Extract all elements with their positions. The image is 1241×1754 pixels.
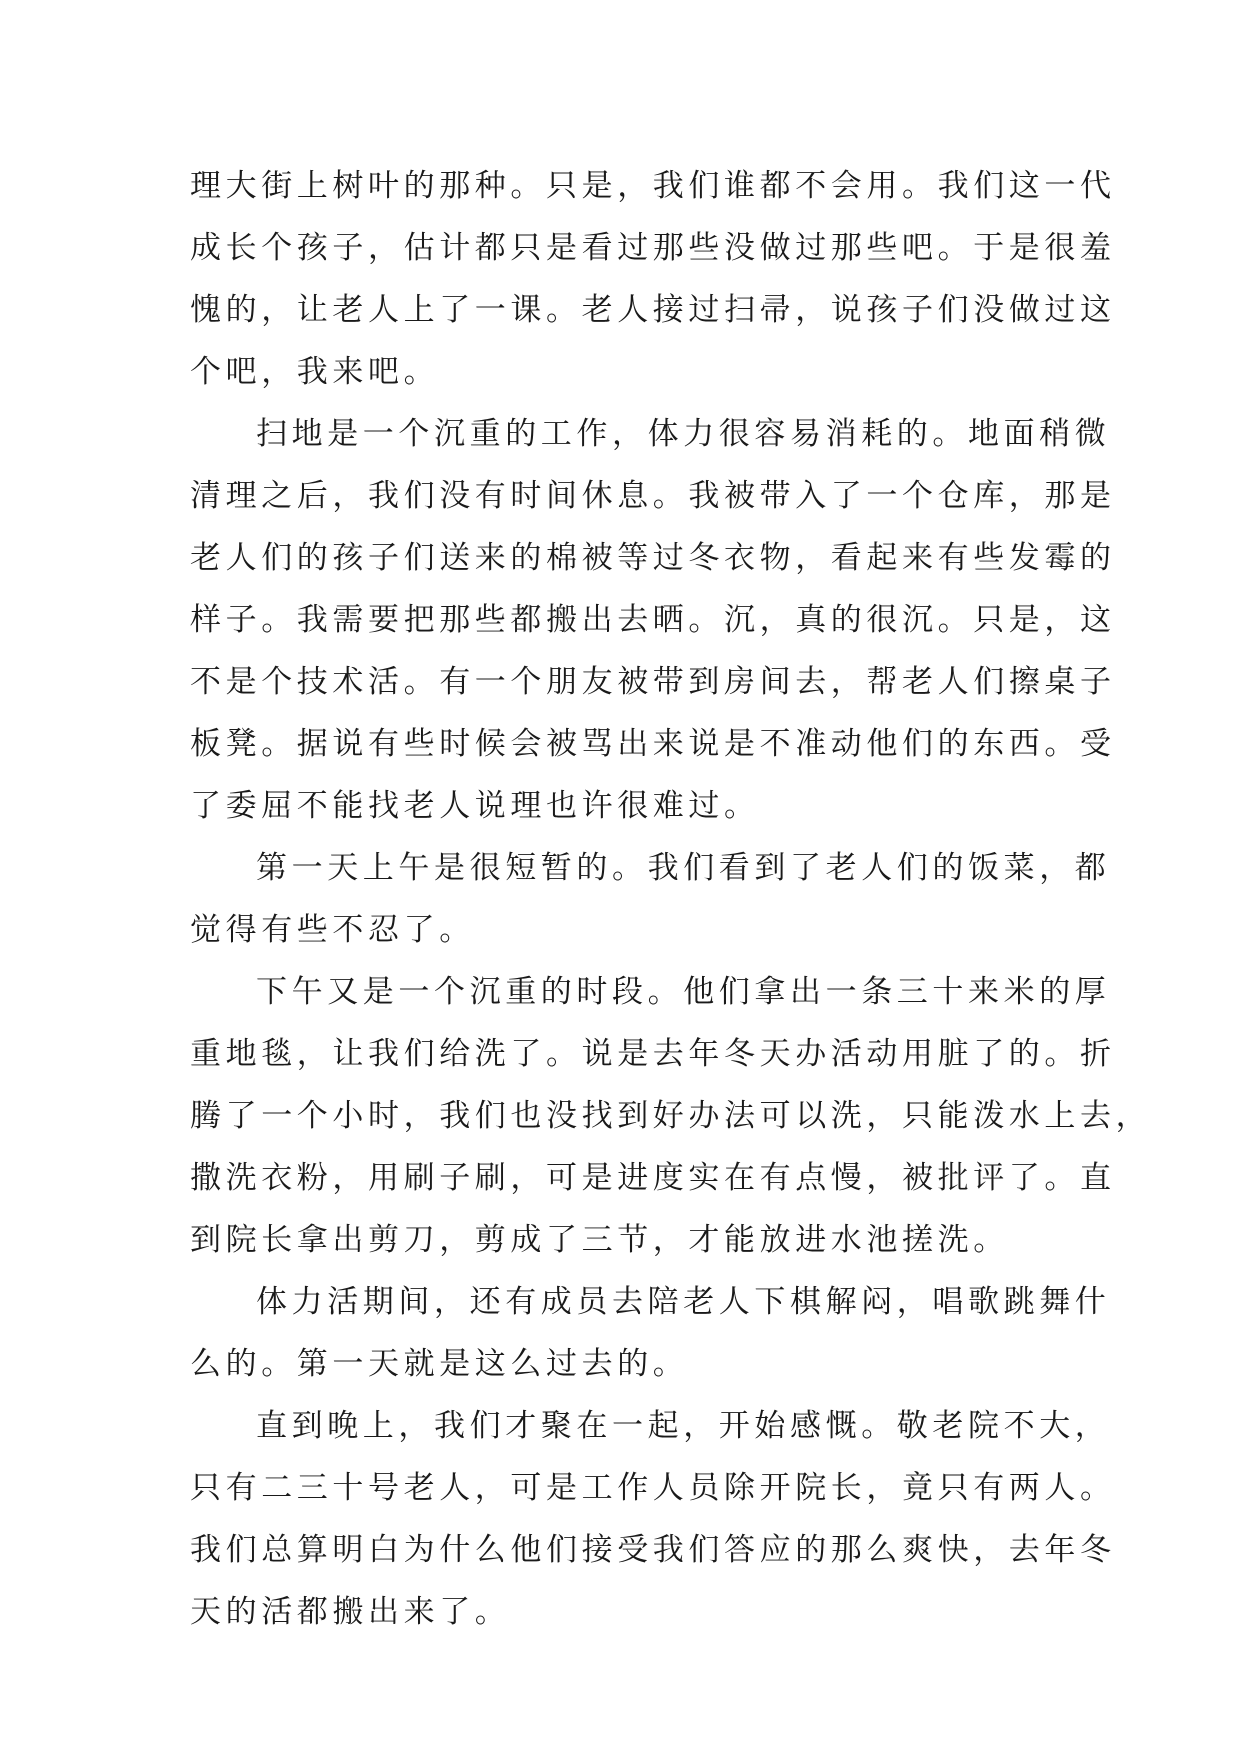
text-line: 腾了一个小时，我们也没找到好办法可以洗，只能泼水上去，: [190, 1098, 1152, 1134]
text-line: 了委屈不能找老人说理也许很难过。: [190, 788, 760, 824]
text-line: 重地毯，让我们给洗了。说是去年冬天办活动用脏了的。折: [190, 1036, 1116, 1072]
text-line: 下午又是一个沉重的时段。他们拿出一条三十来米的厚: [256, 974, 1111, 1010]
text-line: 不是个技术活。有一个朋友被带到房间去，帮老人们擦桌子: [190, 664, 1116, 700]
text-line: 第一天上午是很短暂的。我们看到了老人们的饭菜，都: [256, 850, 1111, 886]
text-line: 板凳。据说有些时候会被骂出来说是不准动他们的东西。受: [190, 726, 1116, 762]
text-line: 直到晚上，我们才聚在一起，开始感慨。敬老院不大，: [256, 1408, 1111, 1444]
body-text: [190, 155, 1152, 1643]
text-line: 天的活都搬出来了。: [190, 1594, 511, 1630]
text-line: 我们总算明白为什么他们接受我们答应的那么爽快，去年冬: [190, 1532, 1116, 1568]
text-line: 撒洗衣粉，用刷子刷，可是进度实在有点慢，被批评了。直: [190, 1160, 1116, 1196]
text-line: 觉得有些不忍了。: [190, 912, 475, 948]
text-line: 老人们的孩子们送来的棉被等过冬衣物，看起来有些发霉的: [190, 540, 1116, 576]
text-line: 体力活期间，还有成员去陪老人下棋解闷，唱歌跳舞什: [256, 1284, 1111, 1320]
text-line: 扫地是一个沉重的工作，体力很容易消耗的。地面稍微: [256, 416, 1111, 452]
text-line: 愧的，让老人上了一课。老人接过扫帚，说孩子们没做过这: [190, 292, 1116, 328]
text-line: 成长个孩子，估计都只是看过那些没做过那些吧。于是很羞: [190, 230, 1116, 266]
text-line: 理大街上树叶的那种。只是，我们谁都不会用。我们这一代: [190, 168, 1116, 204]
text-line: 只有二三十号老人，可是工作人员除开院长，竟只有两人。: [190, 1470, 1116, 1506]
text-line: 么的。第一天就是这么过去的。: [190, 1346, 689, 1382]
text-line: 样子。我需要把那些都搬出去晒。沉，真的很沉。只是，这: [190, 602, 1116, 638]
text-line: 清理之后，我们没有时间休息。我被带入了一个仓库，那是: [190, 478, 1116, 514]
text-line: 个吧，我来吧。: [190, 354, 440, 390]
text-line: 到院长拿出剪刀，剪成了三节，才能放进水池搓洗。: [190, 1222, 1009, 1258]
